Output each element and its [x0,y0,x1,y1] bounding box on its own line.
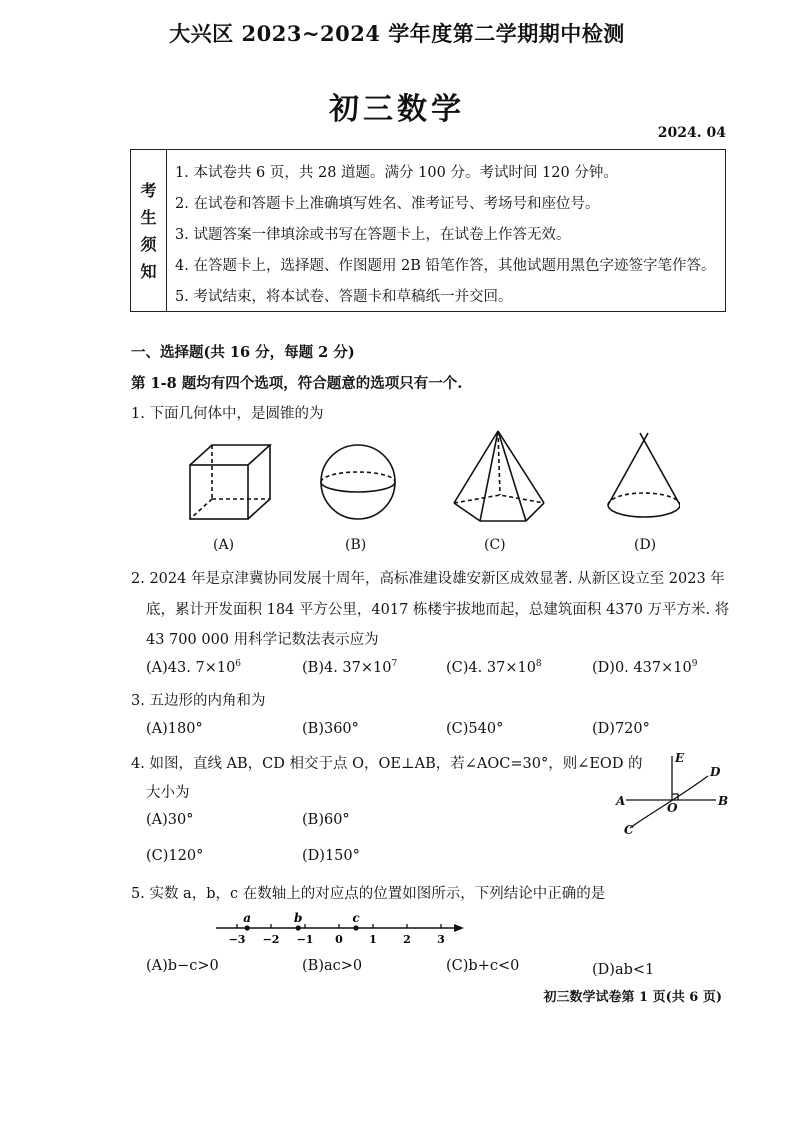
sphere-figure [321,445,395,519]
q3-option-c: (C)540° [446,721,504,737]
option-exponent: 9 [691,659,698,669]
exam-header: 大兴区 2023~2024 学年度第二学期期中检测 [169,21,625,46]
point-b [296,925,301,930]
section-instruction: 第 1-8 题均有四个选项，符合题意的选项只有一个. [131,375,463,392]
q2-line: 底，累计开发面积 184 平方公里，4017 栋楼宇拔地而起，总建筑面积 4370 万平方米. 将 [146,602,730,618]
pyramid-figure [454,431,544,521]
option-label: (C) [446,659,469,676]
q2-option-c [446,659,542,676]
option-label: (B) [302,659,324,676]
option-exponent: 7 [391,659,398,669]
notice-label-char: 生 [140,207,157,227]
notice-label-char: 须 [140,234,157,254]
page-title: 初三数学 [329,92,465,127]
q5-option-a: (A)b−c>0 [146,958,219,974]
q5-option-c: (C)b+c<0 [446,958,520,974]
q4-option-a: (A)30° [146,812,194,828]
point-label-a: a [243,911,252,925]
point-label-c: c [352,911,360,925]
option-base: 0. 437×10 [614,659,692,676]
axis-tick-label: 3 [437,933,445,946]
notice-label [131,150,167,311]
q3-stem: 3. 五边形的内角和为 [131,693,266,709]
notice-label-char: 知 [140,261,157,281]
q4-figure [612,748,742,840]
option-base: 4. 37×10 [468,659,536,676]
q4-stem-line1: 4. 如图，直线 AB，CD 相交于点 O，OE⊥AB，若∠AOC=30°，则∠EOD 的 [131,756,643,772]
q1-label-b: (B) [345,537,367,553]
axis-tick-label: −2 [262,933,280,946]
axis-arrow [454,924,464,932]
q5-number-line [210,906,470,950]
option-base: 4. 37×10 [323,659,392,676]
q3-option-a: (A)180° [146,721,203,737]
q2-option-a [146,659,241,676]
notice-item: 1. 本试卷共 6 页，共 28 道题。满分 100 分。考试时间 120 分钟。 [175,165,618,181]
notice-item: 2. 在试卷和答题卡上准确填写姓名、准考证号、考场号和座位号。 [175,196,600,212]
point-label-c: C [624,823,634,837]
option-exponent: 8 [535,659,542,669]
q1-stem: 1. 下面几何体中，是圆锥的为 [131,406,324,422]
axis-tick-label: −3 [228,933,246,946]
option-label: (D) [592,659,615,676]
notice-item: 3. 试题答案一律填涂或书写在答题卡上，在试卷上作答无效。 [175,227,571,243]
option-label: (A) [146,659,168,676]
notice-items [175,158,719,313]
q4-option-c: (C)120° [146,848,204,864]
q4-option-d: (D)150° [302,848,360,864]
axis-tick-label: 0 [335,933,343,946]
point-label-e: E [675,751,685,765]
q1-figures [180,425,680,530]
q2-line: 43 700 000 用科学记数法表示应为 [146,632,379,648]
cube-figure [190,445,270,519]
q3-option-d: (D)720° [592,721,650,737]
q1-label-d: (D) [634,537,657,553]
q1-label-c: (C) [484,537,506,553]
cone-figure [608,433,680,517]
page-footer: 初三数学试卷第 1 页(共 6 页) [543,990,722,1005]
q5-option-b: (B)ac>0 [302,958,363,974]
point-label-b: b [294,911,303,925]
q3-option-b: (B)360° [302,721,359,737]
q5-stem: 5. 实数 a，b，c 在数轴上的对应点的位置如图所示，下列结论中正确的是 [131,886,606,902]
q2-line: 2. 2024 年是京津冀协同发展十周年，高标准建设雄安新区成效显著. 从新区设立至 2023 年 [131,571,725,587]
section-title: 一、选择题(共 16 分，每题 2 分) [131,344,355,361]
point-label-b: B [718,794,729,808]
point-label-o: O [667,801,678,815]
point-label-a: A [616,794,626,808]
point-c [353,925,358,930]
notice-label-char: 考 [140,180,157,200]
q4-option-b: (B)60° [302,812,350,828]
q2-option-d [592,659,697,676]
q4-stem-line2: 大小为 [146,785,190,801]
option-base: 43. 7×10 [167,659,236,676]
notice-item: 4. 在答题卡上，选择题、作图题用 2B 铅笔作答，其他试题用黑色字迹签字笔作答。 [175,258,716,274]
exam-date: 2024. 04 [657,125,726,141]
axis-tick-label: 2 [403,933,411,946]
notice-box [130,149,726,312]
axis-tick-label: −1 [296,933,314,946]
point-a [245,925,250,930]
q5-option-d: (D)ab<1 [592,962,655,978]
q2-option-b [302,659,397,676]
notice-item: 5. 考试结束，将本试卷、答题卡和草稿纸一并交回。 [175,289,513,305]
axis-tick-label: 1 [369,933,377,946]
point-label-d: D [710,765,721,779]
option-exponent: 6 [235,659,242,669]
q1-label-a: (A) [213,537,235,553]
